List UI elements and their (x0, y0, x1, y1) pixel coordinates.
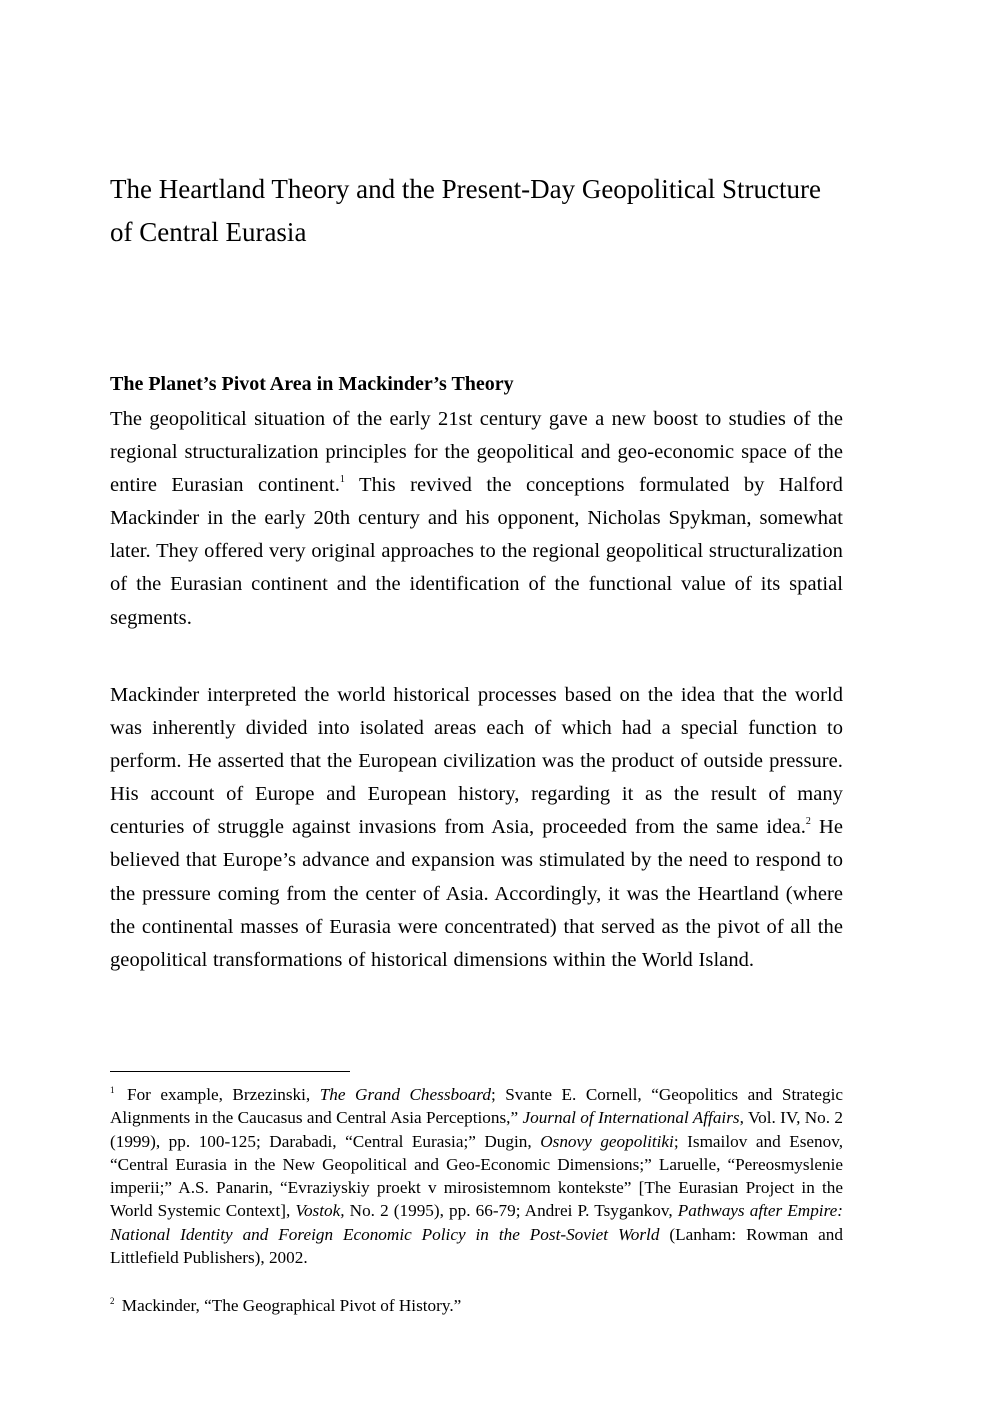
footnote-text: No. 2 (1995), pp. 66-79; Andrei P. Tsygankov, (344, 1201, 678, 1221)
footnote-separator (110, 1071, 350, 1072)
footnote-text: Mackinder, “The Geographical Pivot of History.” (117, 1296, 462, 1315)
body-paragraph-2 (110, 679, 843, 977)
body-paragraph-1 (110, 403, 843, 635)
footnote-text: , Vol. IV, No. 2 (1999), pp. 100-125; Darabadi, “Central Eurasia;” Dugin, (110, 1108, 844, 1151)
footnote-1 (110, 1083, 843, 1269)
footnote-reference-1[interactable]: 1 (339, 474, 345, 486)
footnote-text: For example, Brzezinski, (117, 1085, 320, 1104)
paragraph-text: He believed that Europe’s advance and expansion was stimulated by the need to respond to the pressure coming from the center of Asia. Accordingly, it was the Heartland (where the continental masses of Eurasia were concentrated) that served as the pivot of all the geopolitical transformations of historical dimensions within the World Island. (110, 816, 843, 971)
footnote-italic-title: The Grand Chessboard (319, 1085, 491, 1104)
footnote-2 (110, 1294, 843, 1317)
footnote-text: ; Svante E. Cornell, “Geopolitics and Strategic Alignments in the Caucasus and Central Asia Perceptions,” (110, 1085, 843, 1128)
footnote-italic-title: Journal of International Affairs (522, 1108, 740, 1128)
footnote-italic-title: Pathways after Empire: National Identity and Foreign Economic Policy in the Post-Soviet World (110, 1201, 843, 1244)
footnote-text: (Lanham: Rowman and Littlefield Publishers), 2002. (110, 1224, 843, 1268)
footnote-text: ; Ismailov and Esenov, “Central Eurasia in the New Geopolitical and Geo-Economic Dimensions;” Laruelle, “Pereosmyslenie imperii;” A.S. Panarin, “Evraziyskiy proekt v mirosistemnom kontekste” [The Eurasian Project in the World Systemic Context], (110, 1131, 843, 1221)
footnote-number: 1 (110, 1085, 115, 1095)
document-title: The Heartland Theory and the Present-Day Geopolitical Structure of Central Eurasia (110, 174, 822, 247)
footnote-italic-title: Vostok, (295, 1201, 345, 1221)
document-page (110, 0, 843, 1415)
paragraph-text: This revived the conceptions formulated by Halford Mackinder in the early 20th century and his opponent, Nicholas Spykman, somewhat later. They offered very original approaches to the regional geopolitical structuralization of the Eurasian continent and the identification of the functional value of its spatial segments. (110, 474, 843, 629)
paragraph-text: Mackinder interpreted the world historical processes based on the idea that the world was inherently divided into isolated areas each of which had a special function to perform. He asserted that the European civilization was the product of outside pressure. His account of Europe and European history, regarding it as the result of many centuries of struggle against invasions from Asia, proceeded from the same idea. (110, 684, 843, 839)
footnote-reference-2[interactable]: 2 (805, 816, 811, 828)
section-heading: The Planet’s Pivot Area in Mackinder’s Theory (110, 373, 514, 395)
footnote-italic-title: Osnovy geopolitiki (540, 1131, 674, 1151)
paragraph-text: The geopolitical situation of the early 21st century gave a new boost to studies of the regional structuralization principles for the geopolitical and geo-economic space of the entire Eurasian continent. (110, 408, 843, 497)
footnote-number: 2 (110, 1296, 115, 1306)
